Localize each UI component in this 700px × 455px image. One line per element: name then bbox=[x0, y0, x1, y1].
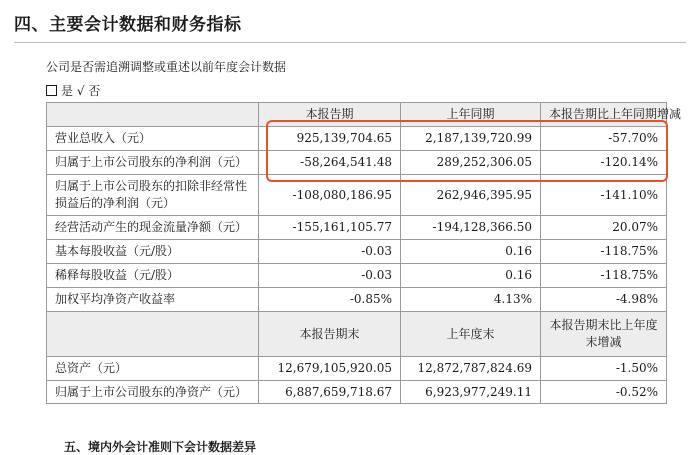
row-label: 归属于上市公司股东的净利润（元） bbox=[47, 151, 259, 175]
cell-change: -0.52% bbox=[541, 381, 667, 404]
table-row bbox=[47, 127, 667, 151]
row-label: 营业总收入（元） bbox=[47, 127, 259, 151]
check-mark-icon: √ bbox=[76, 84, 85, 98]
title-divider bbox=[14, 42, 686, 43]
financial-indicators-table bbox=[46, 102, 682, 404]
row-label: 归属于上市公司股东的净资产（元） bbox=[47, 381, 259, 404]
restatement-answer bbox=[46, 82, 100, 99]
cell-change: -4.98% bbox=[541, 288, 667, 312]
cell-change: -118.75% bbox=[541, 264, 667, 288]
cell-prior: 262,946,395.95 bbox=[401, 175, 541, 216]
cell-current: 12,679,105,920.05 bbox=[259, 357, 401, 381]
cell-current: -0.85% bbox=[259, 288, 401, 312]
row-label: 稀释每股收益（元/股） bbox=[47, 264, 259, 288]
header-cell bbox=[47, 312, 259, 357]
table-row bbox=[47, 151, 667, 175]
answer-yes: 是 bbox=[61, 84, 74, 98]
cell-prior: -194,128,366.50 bbox=[401, 216, 541, 240]
cell-change: -120.14% bbox=[541, 151, 667, 175]
restatement-question: 公司是否需追溯调整或重述以前年度会计数据 bbox=[46, 60, 287, 74]
cell-current: 925,139,704.65 bbox=[259, 127, 401, 151]
cell-change: -118.75% bbox=[541, 240, 667, 264]
row-label: 归属于上市公司股东的扣除非经常性损益后的净利润（元） bbox=[47, 175, 259, 216]
table-row bbox=[47, 216, 667, 240]
table-row bbox=[47, 240, 667, 264]
cell-prior: 6,923,977,249.11 bbox=[401, 381, 541, 404]
cell-current: -155,161,105.77 bbox=[259, 216, 401, 240]
cell-current: -58,264,541.48 bbox=[259, 151, 401, 175]
table-row bbox=[47, 357, 667, 381]
table-row bbox=[47, 381, 667, 404]
table-header-row bbox=[47, 103, 667, 127]
table-header-row bbox=[47, 312, 667, 357]
cell-current: -0.03 bbox=[259, 240, 401, 264]
row-label: 经营活动产生的现金流量净额（元） bbox=[47, 216, 259, 240]
next-section-heading: 五、境内外会计准则下会计数据差异 bbox=[64, 440, 257, 454]
cell-prior: 0.16 bbox=[401, 264, 541, 288]
cell-prior: 2,187,139,720.99 bbox=[401, 127, 541, 151]
header-cell: 上年同期 bbox=[401, 103, 541, 127]
header-cell: 本报告期比上年同期增减 bbox=[541, 103, 667, 127]
row-label: 加权平均净资产收益率 bbox=[47, 288, 259, 312]
header-cell: 本报告期末 bbox=[259, 312, 401, 357]
answer-no: 否 bbox=[88, 84, 101, 98]
cell-prior: 0.16 bbox=[401, 240, 541, 264]
checkbox-icon bbox=[46, 85, 57, 96]
table-row bbox=[47, 264, 667, 288]
cell-prior: 12,872,787,824.69 bbox=[401, 357, 541, 381]
cell-prior: 4.13% bbox=[401, 288, 541, 312]
section-title: 四、主要会计数据和财务指标 bbox=[14, 15, 242, 35]
cell-change: -141.10% bbox=[541, 175, 667, 216]
cell-current: 6,887,659,718.67 bbox=[259, 381, 401, 404]
row-label: 总资产（元） bbox=[47, 357, 259, 381]
header-cell: 本报告期 bbox=[259, 103, 401, 127]
cell-change: -57.70% bbox=[541, 127, 667, 151]
cell-change: 20.07% bbox=[541, 216, 667, 240]
header-cell: 本报告期末比上年度末增减 bbox=[541, 312, 667, 357]
header-cell bbox=[47, 103, 259, 127]
cell-current: -0.03 bbox=[259, 264, 401, 288]
cell-change: -1.50% bbox=[541, 357, 667, 381]
row-label: 基本每股收益（元/股） bbox=[47, 240, 259, 264]
cell-current: -108,080,186.95 bbox=[259, 175, 401, 216]
table-row bbox=[47, 288, 667, 312]
header-cell: 上年度末 bbox=[401, 312, 541, 357]
table-row bbox=[47, 175, 667, 216]
cell-prior: 289,252,306.05 bbox=[401, 151, 541, 175]
